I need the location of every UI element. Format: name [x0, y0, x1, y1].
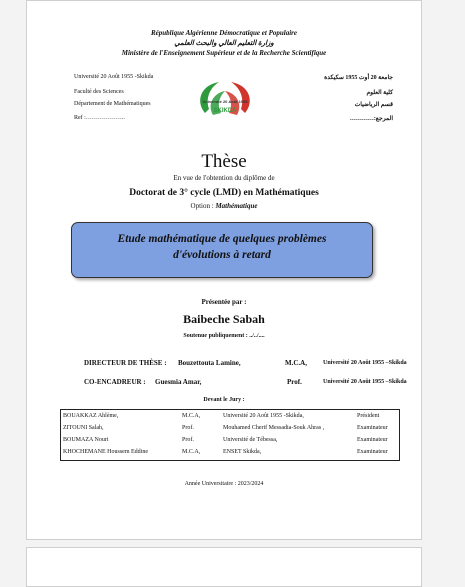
right-faculty: كلية العلوم [366, 90, 393, 96]
presented-label: Présentée par : [201, 298, 247, 306]
left-faculty: Faculté des Sciences [74, 89, 124, 95]
jury-row [61, 425, 399, 435]
coadvisor-role: CO-ENCADREUR : [84, 378, 146, 386]
jury-label: Devant le Jury : [203, 397, 245, 403]
jury-member-grade: Prof. [182, 425, 194, 431]
jury-member-university: ENSET Skikda, [223, 449, 262, 455]
subject-line-2: d'évolutions à retard [173, 249, 271, 261]
left-ref: Ref :……………….. [74, 115, 125, 121]
thesis-subject-box [71, 222, 373, 278]
defense-date: Soutenue publiquement : ../../.... [183, 333, 265, 339]
director-name: Bouzettouta Lamine, [178, 359, 241, 367]
director-grade: M.C.A, [285, 359, 307, 367]
ministry-arabic: وزارة التعليم العالي والبحث العلمي [174, 39, 274, 47]
jury-member-role: Président [357, 413, 380, 419]
right-university: جامعة 20 أوت 1955 سكيكدة [324, 75, 393, 81]
thesis-cover-page [26, 0, 422, 540]
jury-member-role: Examinateur [357, 449, 388, 455]
thesis-purpose: En vue de l'obtention du diplôme de [173, 174, 275, 182]
logo-text: Université 20 Août 1955 [202, 99, 248, 104]
right-department: قسم الرياضيات [354, 102, 393, 108]
republic-line: République Algérienne Démocratique et Populaire [151, 29, 297, 37]
coadvisor-name: Guesmia Amar, [155, 378, 202, 386]
right-ref: المرجع:………… [349, 116, 393, 122]
coadvisor-grade: Prof. [287, 378, 302, 386]
jury-row [61, 413, 399, 423]
university-logo [193, 79, 257, 125]
jury-row [61, 437, 399, 447]
jury-table [60, 409, 400, 461]
jury-member-name: BOUAKKAZ Ahlème, [63, 413, 119, 419]
jury-member-role: Examinateur [357, 437, 388, 443]
next-page [26, 547, 422, 587]
jury-member-name: KHOCHEMANE Houssem Eddine [63, 449, 148, 455]
jury-member-university: Université 20 Août 1955 -Skikda, [223, 413, 304, 419]
director-university: Université 20 Août 1955 –Skikda [323, 360, 407, 366]
author-name: Baibeche Sabah [183, 312, 265, 326]
left-university: Université 20 Août 1955 -Skikda [74, 74, 154, 80]
subject-line-1: Etude mathématique de quelques problèmes [117, 233, 327, 245]
academic-year: Année Universitaire : 2023/2024 [184, 481, 264, 487]
option-value: Mathématique [215, 202, 258, 210]
option-label: Option : [190, 202, 214, 210]
left-department: Département de Mathématiques [74, 101, 151, 107]
jury-member-grade: M.C.A, [182, 413, 201, 419]
director-role: DIRECTEUR DE THÈSE : [84, 359, 167, 367]
logo-name: SKIKDA [213, 108, 237, 114]
ministry-line: Ministère de l'Enseignement Supérieur et de la Recherche Scientifique [121, 49, 327, 57]
jury-member-university: Université de Tébessa, [223, 437, 278, 443]
jury-member-university: Mouhamed Cherif Messadia-Souk Ahras , [223, 425, 325, 431]
jury-row [61, 449, 399, 459]
degree-line: Doctorat de 3° cycle (LMD) en Mathématiques [129, 188, 319, 198]
thesis-heading: Thèse [201, 151, 247, 172]
jury-member-name: ZITOUNI Salah, [63, 425, 104, 431]
jury-member-name: BOUMAZA Nouri [63, 437, 109, 443]
jury-member-role: Examinateur [357, 425, 388, 431]
option-line [27, 202, 421, 210]
jury-member-grade: M.C.A, [182, 449, 201, 455]
jury-member-grade: Prof. [182, 437, 194, 443]
coadvisor-university: Université 20 Août 1955 –Skikda [323, 379, 407, 385]
